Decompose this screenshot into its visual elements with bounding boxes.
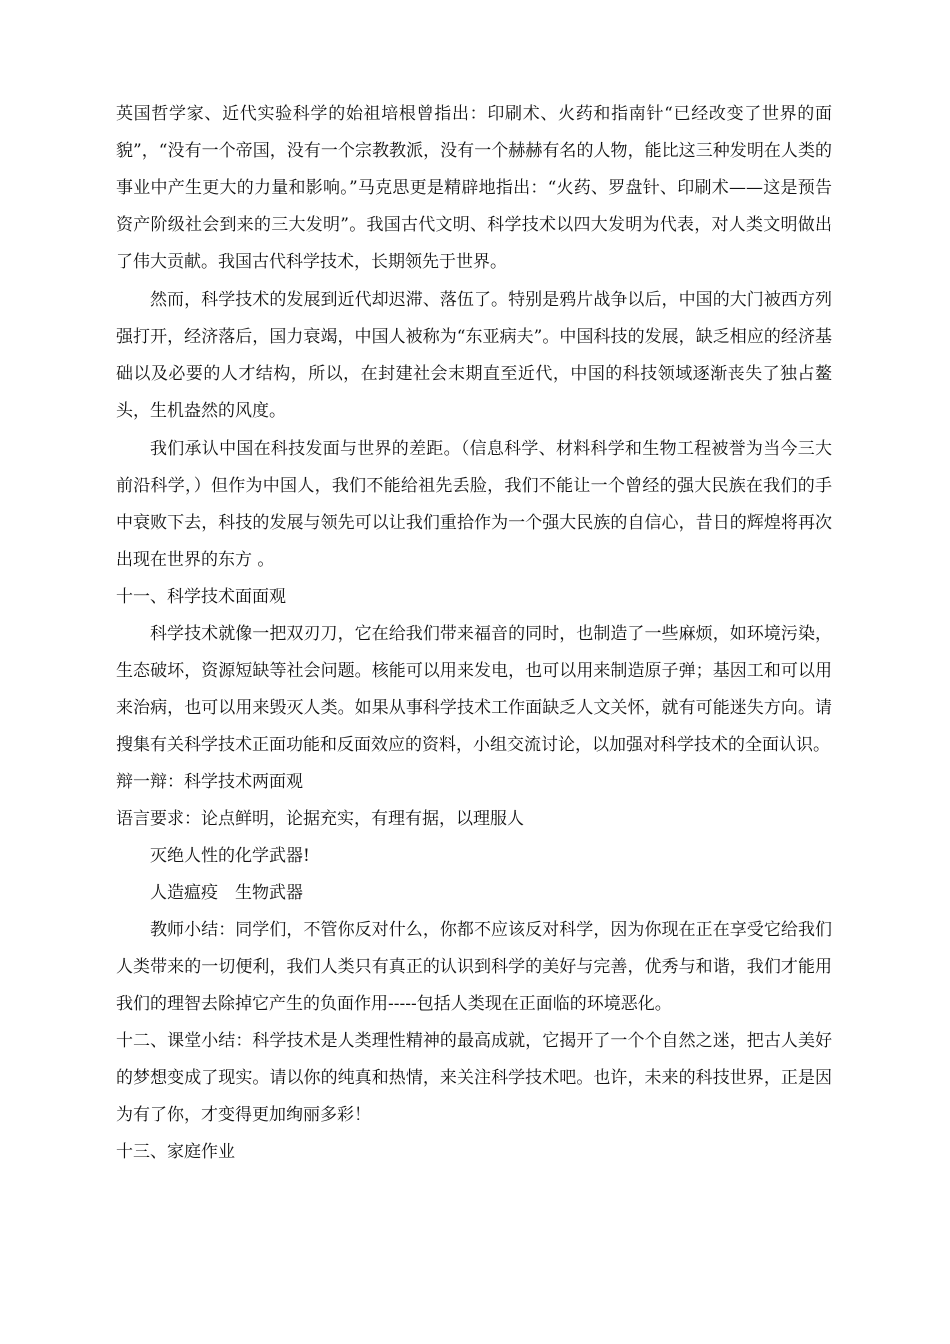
paragraph-double-edged-sword: 科学技术就像一把双刃刀，它在给我们带来福音的同时，也制造了一些麻烦，如环境污染，生态破坏，资源短缺等社会问题。核能可以用来发电，也可以用来制造原子弹；基因工和可以用来治病，也可以用来毁灭人类。如果从事科学技术工作面缺乏人文关怀，就有可能迷失方向。请搜集有关科学技术正面功能和反面效应的资料，小组交流讨论，以加强对科学技术的全面认识。 [116, 624, 832, 755]
section-heading-12-class-summary: 十二、课堂小结：科学技术是人类理性精神的最高成就，它揭开了一个个自然之迷，把古人美好的梦想变成了现实。请以你的纯真和热情，来关注科学技术吧。也许，未来的科技世界，正是因为有了你，才变得更加绚丽多彩！ [116, 1031, 832, 1125]
paragraph-bacon-quote: 英国哲学家、近代实验科学的始祖培根曾指出：印刷术、火药和指南针“已经改变了世界的面貌”，“没有一个帝国，没有一个宗教教派，没有一个赫赫有名的人物，能比这三种发明在人类的事业中产生更大的力量和影响。”马克思更是精辟地指出：“火药、罗盘针、印刷术——这是预告资产阶级社会到来的三大发明”。我国古代文明、科学技术以四大发明为代表，对人类文明做出了伟大贡献。我国古代科学技术，长期领先于世界。 [116, 104, 832, 272]
example-chemical-weapons: 灭绝人性的化学武器! [150, 846, 310, 866]
teacher-summary: 教师小结：同学们，不管你反对什么，你都不应该反对科学，因为你现在正在享受它给我们人类带来的一切便利，我们人类只有真正的认识到科学的美好与完善，优秀与和谐，我们才能用我们的理智去除掉它产生的负面作用-----包括人类现在正面临的环境恶化。 [116, 920, 832, 1014]
debate-topic: 辩一辩：科学技术两面观 [116, 772, 303, 792]
paragraph-gap-acknowledgement: 我们承认中国在科技发面与世界的差距。（信息科学、材料科学和生物工程被誉为当今三大前沿科学，）但作为中国人，我们不能给祖先丢脸，我们不能让一个曾经的强大民族在我们的手中衰败下去，科技的发展与领先可以让我们重拾作为一个强大民族的自信心，昔日的辉煌将再次出现在世界的东方 。 [116, 439, 832, 570]
example-biological-weapons: 人造瘟疫 生物武器 [150, 883, 303, 903]
language-requirements: 语言要求：论点鲜明，论据充实，有理有据，以理服人 [116, 809, 524, 829]
document-body [116, 96, 832, 1171]
paragraph-modern-decline: 然而，科学技术的发展到近代却迟滞、落伍了。特别是鸦片战争以后，中国的大门被西方列强打开，经济落后，国力衰竭，中国人被称为“东亚病夫”。中国科技的发展，缺乏相应的经济基础以及必要的人才结构，所以，在封建社会末期直至近代，中国的科技领域逐渐丧失了独占鳌头，生机盎然的风度。 [116, 290, 832, 421]
section-heading-13-homework: 十三、家庭作业 [116, 1142, 235, 1162]
section-heading-11: 十一、科学技术面面观 [116, 587, 286, 607]
